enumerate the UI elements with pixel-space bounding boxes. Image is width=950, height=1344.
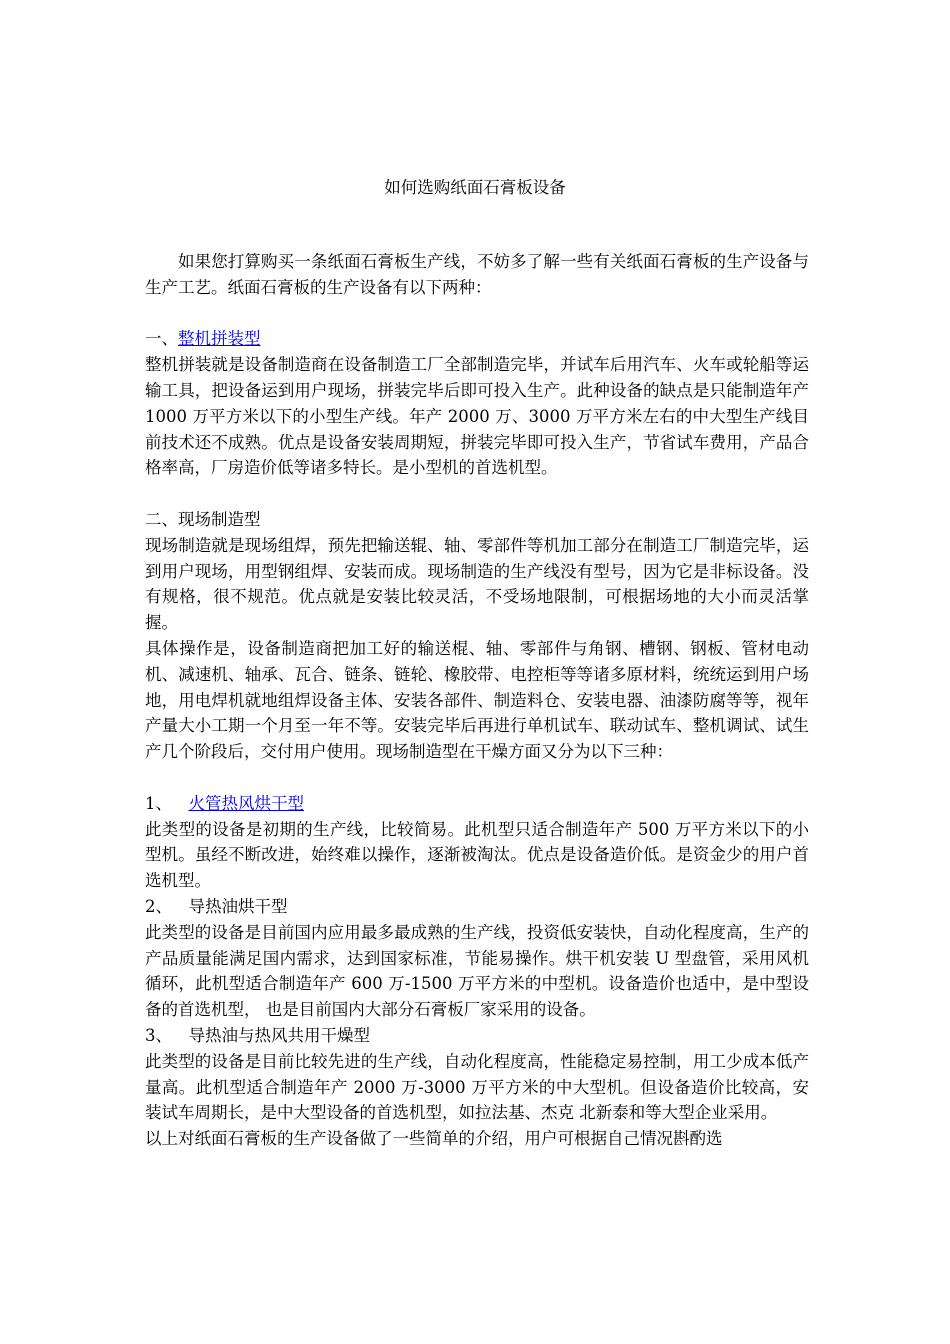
type-3-heading	[145, 1023, 809, 1049]
type-3-title: 导热油与热风共用干燥型	[188, 1025, 370, 1045]
type-2-paragraph: 此类型的设备是目前国内应用最多最成熟的生产线，投资低安装快，自动化程度高，生产的产品质量能满足国内需求，达到国家标准，节能易操作。烘干机安装 U 型盘管，采用风机循环，此机型适合制造年产 600 万-1500 万平方米的中型机。设备造价也适中，是中型设备的首选机型， 也是目前国内大部分石膏板厂家采用的设备。	[145, 922, 809, 1020]
section-1-paragraph: 整机拼装就是设备制造商在设备制造工厂全部制造完毕，并试车后用汽车、火车或轮船等运输工具，把设备运到用户现场，拼装完毕后即可投入生产。此种设备的缺点是只能制造年产 1000 万平方米以下的小型生产线。年产 2000 万、3000 万平方米左右的中大型生产线目前技术还不成熟。优点是设备安装周期短，拼装完毕即可投入生产，节省试车费用，产品合格率高，厂房造价低等诸多特长。是小型机的首选机型。	[145, 355, 809, 478]
document-title: 如何选购纸面石膏板设备	[384, 178, 566, 197]
section-2-paragraph-2: 具体操作是，设备制造商把加工好的输送棍、轴、零部件与角钢、槽钢、钢板、管材电动机、减速机、轴承、瓦合、链条、链轮、橡胶带、电控柜等等诸多原材料，统统运到用户场地，用电焊机就地组焊设备主体、安装各部件、制造料仓、安装电器、油漆防腐等等，视年产量大小工期一个月至一年不等。安装完毕后再进行单机试车、联动试车、整机调试、试生产几个阶段后，交付用户使用。现场制造型在干燥方面又分为以下三种：	[145, 638, 809, 762]
type-3-number: 3、	[145, 1025, 172, 1045]
type-1-link[interactable]: 火管热风烘干型	[188, 793, 304, 813]
document-body	[145, 249, 809, 1152]
type-1-heading	[145, 791, 809, 817]
section-2-paragraph-1: 现场制造就是现场组焊，预先把输送辊、轴、零部件等机加工部分在制造工厂制造完毕，运到用户现场，用型钢组焊、安装而成。现场制造的生产线没有型号，因为它是非标设备。没有规格，很不规范。优点就是安装比较灵活，不受场地限制，可根据场地的大小而灵活掌握。	[145, 535, 809, 633]
closing-paragraph: 以上对纸面石膏板的生产设备做了一些简单的介绍，用户可根据自己情况斟酌选	[145, 1129, 723, 1149]
section-2-heading: 二、现场制造型	[145, 509, 261, 529]
section-1-number: 一、	[145, 329, 178, 349]
type-3-paragraph: 此类型的设备是目前比较先进的生产线，自动化程度高，性能稳定易控制，用工少成本低产量高。此机型适合制造年产 2000 万-3000 万平方米的中大型机。但设备造价比较高，安装试车周期长，是中大型设备的首选机型，如拉法基、杰克 北新泰和等大型企业采用。	[145, 1051, 809, 1123]
type-2-number: 2、	[145, 896, 172, 916]
spacer	[145, 765, 809, 791]
type-1-number: 1、	[145, 793, 172, 813]
intro-paragraph: 如果您打算购买一条纸面石膏板生产线，不妨多了解一些有关纸面石膏板的生产设备与生产工艺。纸面石膏板的生产设备有以下两种：	[145, 252, 809, 297]
type-1-paragraph: 此类型的设备是初期的生产线，比较简易。此机型只适合制造年产 500 万平方米以下的小型机。虽经不断改进，始终难以操作，逐渐被淘汰。优点是设备造价低。是资金少的用户首选机型。	[145, 819, 809, 891]
spacer	[145, 481, 809, 507]
type-2-title: 导热油烘干型	[188, 896, 288, 916]
section-1-link[interactable]: 整机拼装型	[178, 329, 261, 349]
spacer	[145, 301, 809, 327]
type-2-heading	[145, 894, 809, 920]
section-1-heading	[145, 326, 809, 352]
